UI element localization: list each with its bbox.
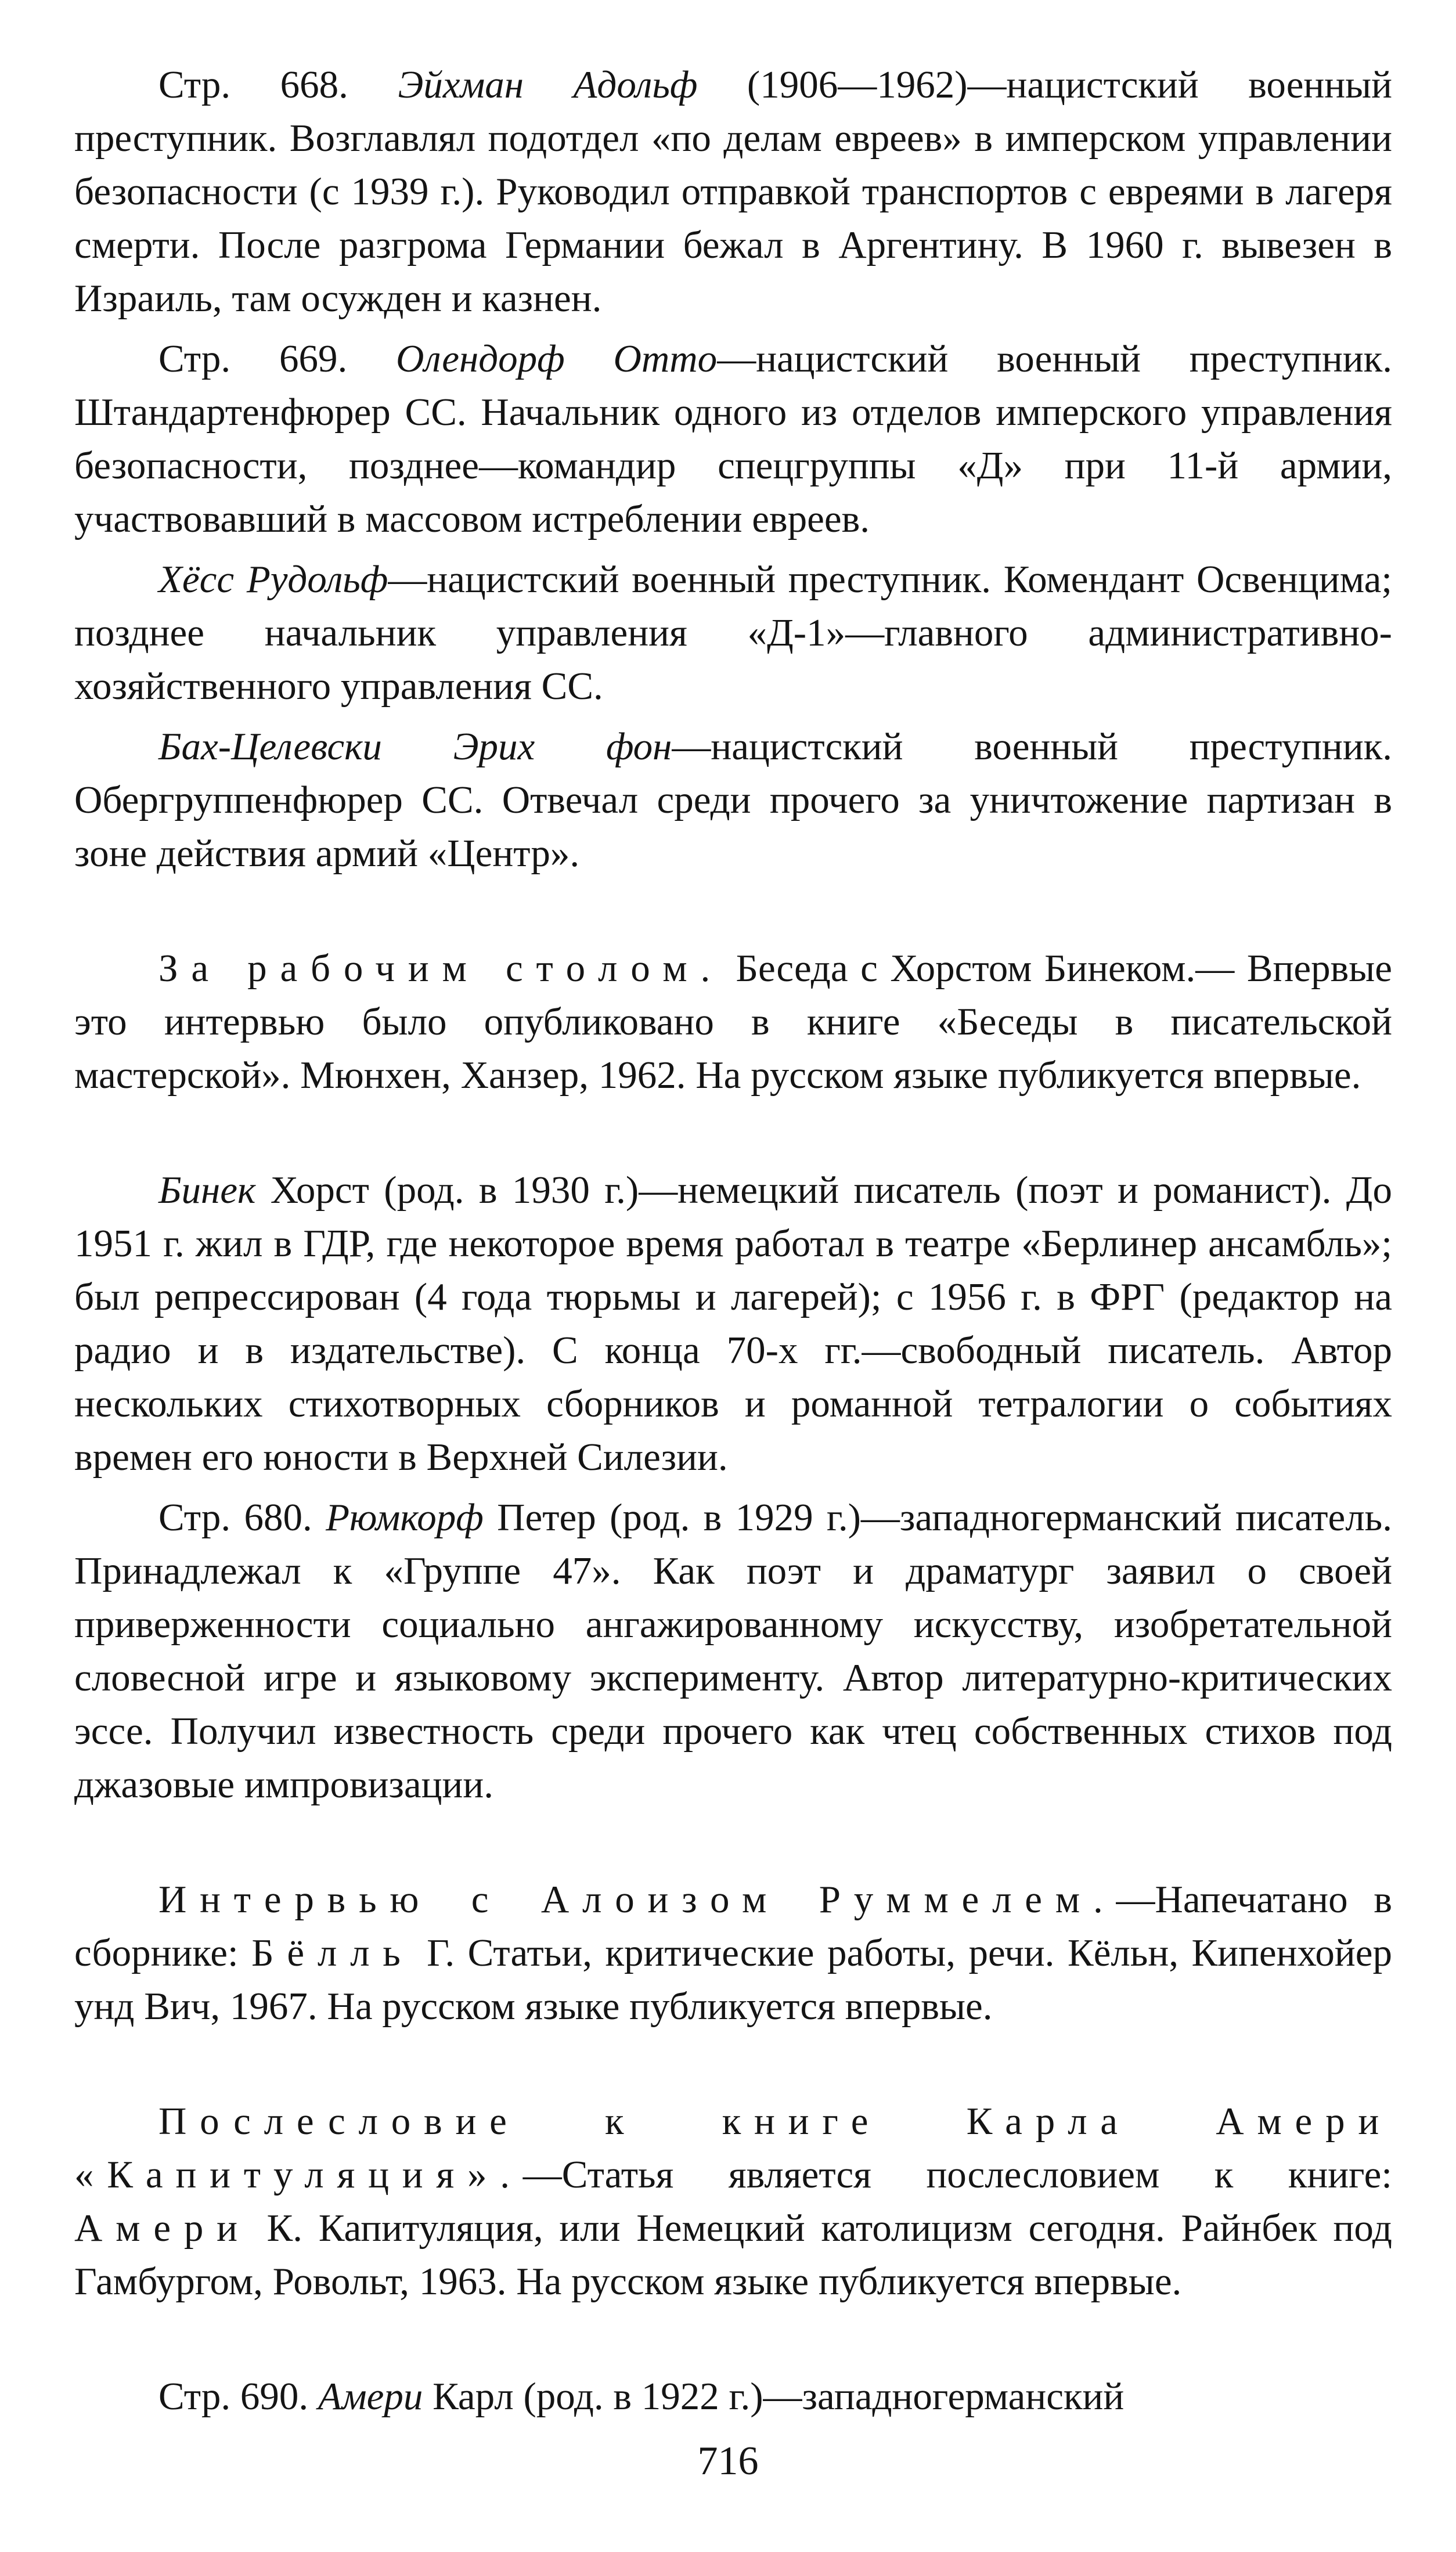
person-name: Рюмкорф	[326, 1496, 484, 1539]
person-name: Бах-Целевски Эрих фон	[158, 725, 672, 768]
note-bach-zelewski	[74, 720, 1392, 880]
note-text: —нацистский военный преступник. Штандартенфюрер СС. Начальник одного из отделов имперского управления безопасности, позднее—командир спецгруппы «Д» при 11-й армии, участвовавший в массовом истреблении евреев.	[74, 337, 1393, 540]
page-ref: Стр. 690.	[158, 2375, 318, 2418]
person-name: Амери	[318, 2375, 423, 2418]
note-text: Хорст (род. в 1930 г.)—немецкий писатель (поэт и романист). До 1951 г. жил в ГДР, где некоторое время работал в театре «Берлинер ансамбль»; был репрессирован (4 года тюрьмы и лагерей); с 1956 г. в ФРГ (редактор на радио и в издательстве). С конца 70-х гг.—свободный писатель. Автор нескольких стихотворных сборников и романной тетралогии о событиях времен его юности в Верхней Силезии.	[74, 1169, 1392, 1479]
work-title: Послесловие к книге Карла Амери «Капитуляция».	[74, 2100, 1392, 2196]
note-ohlendorf	[74, 332, 1392, 546]
note-text: (1906—1962)—нацистский военный преступник. Возглавлял подотдел «по делам евреев» в имперском управлении безопасности (с 1939 г.). Руководил отправкой транспортов с евреями в лагеря смерти. После разгрома Германии бежал в Аргентину. В 1960 г. вывезен в Израиль, там осужден и казнен.	[74, 63, 1393, 320]
note-work-title-rummel	[74, 1873, 1392, 2033]
note-text: —Статья является послесловием к книге:	[522, 2153, 1392, 2196]
note-bienek	[74, 1163, 1392, 1484]
page-body	[74, 58, 1392, 2423]
note-text: Г. Статьи, критические работы, речи. Кёльн, Кипенхойер унд Вич, 1967. На русском языке публикуется впервые.	[74, 1931, 1392, 2028]
note-text: —нацистский военный преступник. Комендант Освенцима; позднее начальник управления «Д-1»—главного административно-хозяйственного управления СС.	[74, 558, 1392, 708]
note-text: Беседа с Хорстом Бинеком.— Впервые это интервью было опубликовано в книге «Беседы в писательской мастерской». Мюнхен, Ханзер, 1962. На русском языке публикуется впервые.	[74, 947, 1393, 1097]
page-number: 716	[697, 2439, 759, 2483]
note-text: Петер (род. в 1929 г.)—западногерманский писатель. Принадлежал к «Группе 47». Как поэт и драматург заявил о своей приверженности социально ангажированному искусству, изобретательной словесной игре и языковому эксперименту. Автор литературно-критических эссе. Получил известность среди прочего как чтец собственных стихов под джазовые импровизации.	[74, 1496, 1392, 1806]
note-amery	[74, 2370, 1392, 2423]
person-name: Бинек	[158, 1169, 256, 1212]
note-eichmann	[74, 58, 1392, 325]
person-name: Олендорф Отто	[396, 337, 718, 380]
person-name: Хёсс Рудольф	[158, 558, 388, 601]
note-work-title-amery	[74, 2095, 1392, 2308]
page-ref: Стр. 680.	[158, 1496, 326, 1539]
note-ruehmkorf	[74, 1491, 1392, 1811]
note-text: —Напечатано в сборнике:	[74, 1878, 1392, 1974]
page-ref: Стр. 669.	[158, 337, 397, 380]
note-text: —нацистский военный преступник. Обергруппенфюрер СС. Отвечал среди прочего за уничтожение партизан в зоне действия армий «Центр».	[74, 725, 1392, 875]
note-text: Карл (род. в 1922 г.)—западногерманский	[423, 2375, 1125, 2418]
note-work-title-bienek	[74, 942, 1392, 1102]
work-title: За рабочим столом.	[158, 947, 723, 990]
author-name: Бёлль	[251, 1931, 414, 1974]
page-ref: Стр. 668.	[158, 63, 398, 106]
person-name: Эйхман Адольф	[398, 63, 698, 106]
author-name: Амери	[74, 2207, 251, 2250]
work-title: Интервью с Алоизом Руммелем.	[158, 1878, 1116, 1921]
note-text: К. Капитуляция, или Немецкий католицизм сегодня. Райнбек под Гамбургом, Ровольт, 1963. На русском языке публикуется впервые.	[74, 2207, 1392, 2303]
note-hoess	[74, 553, 1392, 713]
